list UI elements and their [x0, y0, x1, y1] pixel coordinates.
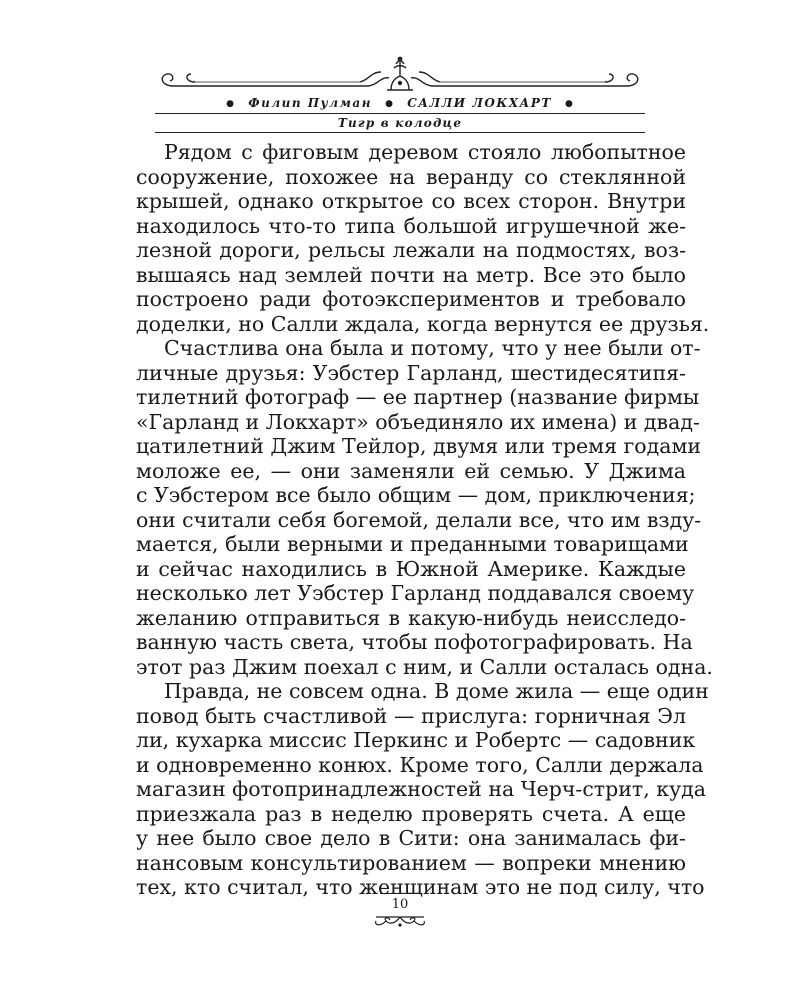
- text-line: нансовым консультированием — вопреки мнению: [136, 850, 686, 875]
- text-line: тилетний фотограф — ее партнер (название фирмы: [136, 385, 700, 409]
- text-line: желанию отправиться в какую-нибудь неисследо-: [136, 605, 686, 630]
- header-book-title: Тигр в колодце: [337, 116, 463, 130]
- text-line: приезжала раз в неделю проверять счета. А еще: [136, 801, 686, 826]
- text-line: «Гарланд и Локхарт» объединяло их имена) и двад-: [136, 409, 700, 434]
- separator-dot: ●: [226, 99, 236, 109]
- text-line: мается, были верными и преданными товарищами: [136, 532, 689, 556]
- text-line: крышей, однако открытое со всех сторон. Внутри: [136, 189, 686, 213]
- text-line: цатилетний Джим Тейлор, двумя или тремя годами: [136, 434, 702, 458]
- text-line: доделки, но Салли ждала, когда вернутся ее друзья.: [136, 311, 710, 336]
- paragraph-first-line: Рядом с фиговым деревом стояло любопытное: [164, 140, 686, 164]
- text-line: этот раз Джим поехал с ним, и Салли осталась одна.: [136, 654, 713, 679]
- paragraph-first-line: Правда, не совсем одна. В доме жила — еще один: [164, 679, 709, 703]
- text-line: и сейчас находились в Южной Америке. Каждые: [136, 556, 686, 581]
- page-number: 10: [391, 897, 409, 912]
- text-line: с Уэбстером все было общим — дом, приключения;: [136, 483, 696, 507]
- header-rule: [155, 113, 645, 114]
- text-line: ванную часть света, чтобы пофотографировать. На: [136, 630, 693, 654]
- text-line: вышаясь над землей почти на метр. Все это было: [136, 262, 686, 287]
- text-line: моложе ее, — они заменяли ей семью. У Джима: [136, 458, 686, 483]
- header-author: Филип Пулман: [248, 96, 372, 110]
- text-line: они считали себя богемой, делали все, что им взду-: [136, 507, 702, 532]
- text-line: тех, кто считал, что женщинам это не под силу, что: [136, 875, 705, 899]
- separator-dot: ●: [564, 99, 574, 109]
- text-line: личные друзья: Уэбстер Гарланд, шестидесятипя-: [136, 360, 686, 385]
- running-header: [155, 96, 645, 110]
- footer-rule: [380, 893, 420, 894]
- paragraph-first-line: Счастлива она была и потому, что у нее были от-: [164, 336, 701, 360]
- text-line: построено ради фотоэкспериментов и требовало: [136, 287, 686, 311]
- header-rule-bottom: [155, 132, 645, 133]
- text-line: у нее было свое дело в Сити: она занималась фи-: [136, 826, 686, 850]
- text-line: несколько лет Уэбстер Гарланд поддавался своему: [136, 581, 695, 605]
- text-line: сооружение, похожее на веранду со стеклянной: [136, 164, 686, 189]
- text-line: магазин фотопринадлежностей на Черч-стрит, куда: [136, 777, 707, 801]
- header-ornament-icon: [155, 52, 645, 96]
- text-line: повод быть счастливой — прислуга: горничная Эл: [136, 703, 686, 728]
- separator-dot: ●: [385, 99, 394, 109]
- text-line: ли, кухарка миссис Перкинс и Робертс — садовник: [136, 728, 696, 752]
- text-line: и одновременно конюх. Кроме того, Салли держала: [136, 752, 704, 777]
- body-text: [136, 140, 713, 900]
- text-line: находилось что-то типа большой игрушечной же-: [136, 213, 686, 238]
- text-line: лезной дороги, рельсы лежали на подмостях, воз-: [136, 238, 686, 262]
- footer-ornament-icon: [370, 913, 430, 931]
- header-series: САЛЛИ ЛОКХАРТ: [407, 96, 552, 110]
